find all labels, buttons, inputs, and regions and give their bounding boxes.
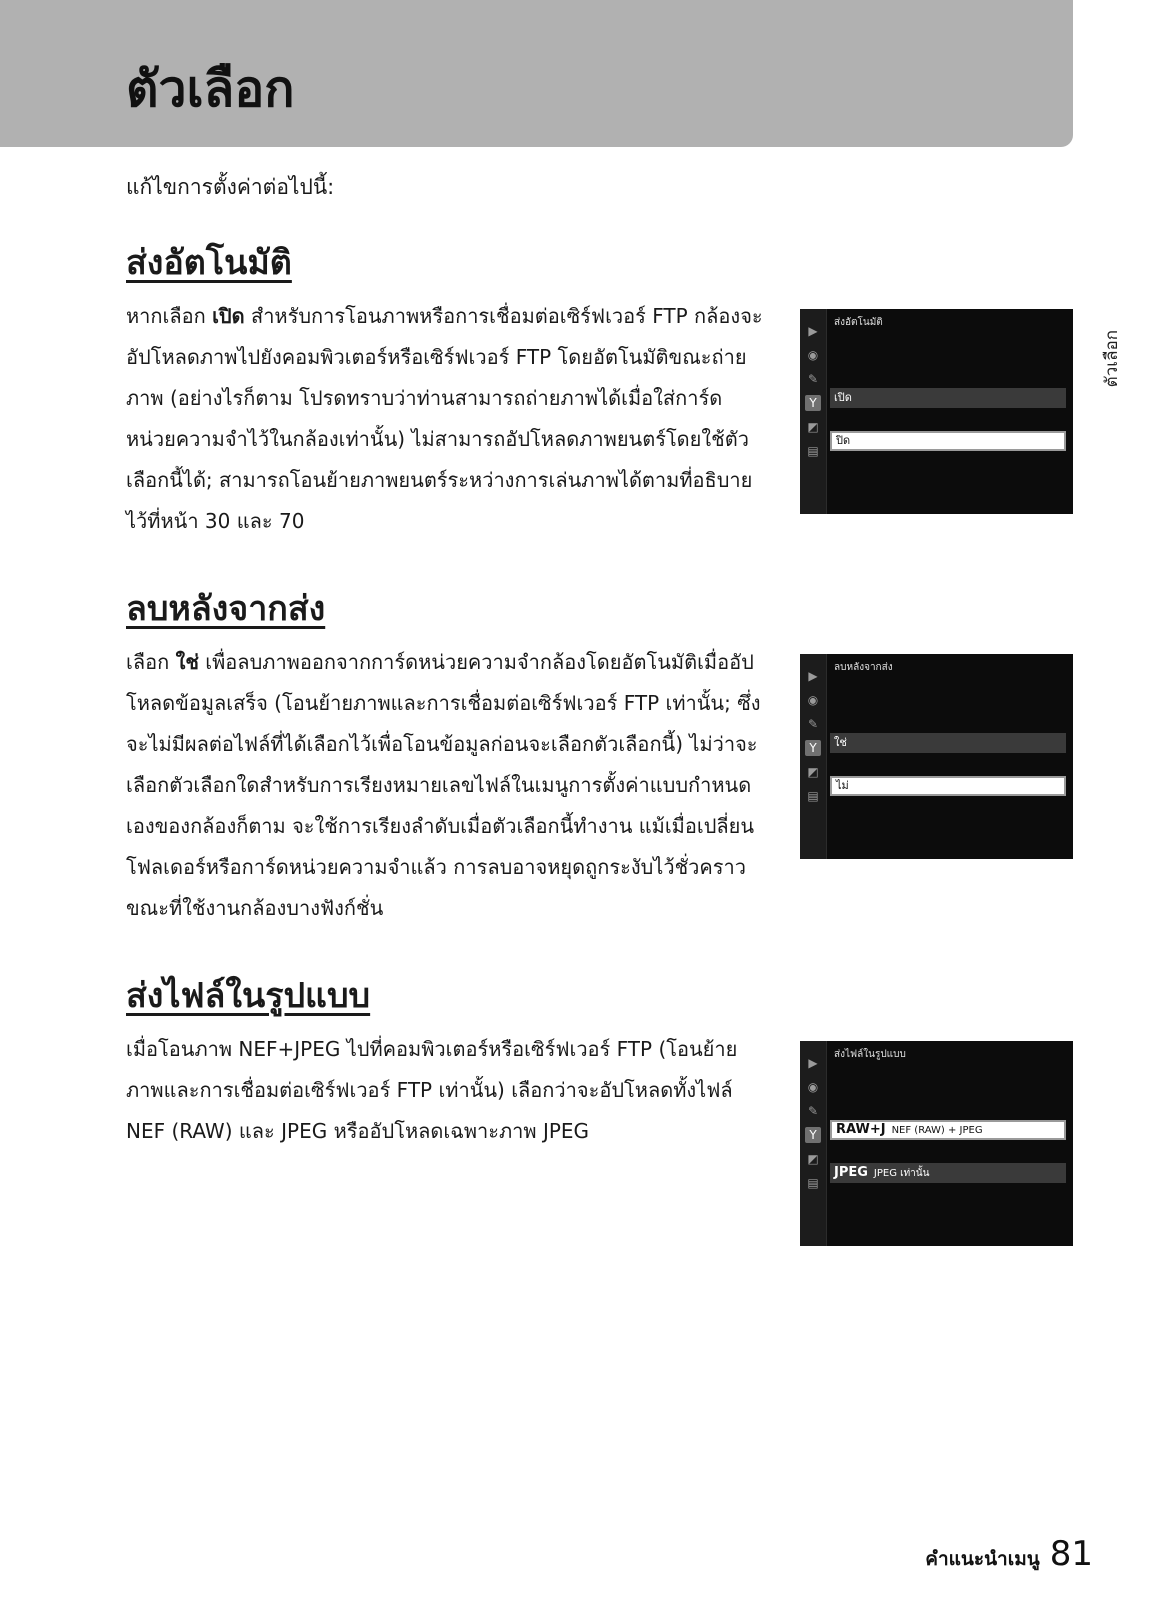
wrench-icon: Y [805,740,821,756]
page-number: 81 [1049,1534,1093,1574]
my-menu-icon: ▤ [807,444,819,458]
menu-rail [800,1041,827,1246]
playback-icon: ▶ [808,324,818,338]
side-tab-label: ตัวเลือก [1102,330,1122,388]
menu-option-yes[interactable]: ใช่ [830,733,1066,753]
section-body-send-file-as: เมื่อโอนภาพ NEF+JPEG ไปที่คอมพิวเตอร์หรือเซิร์ฟเวอร์ FTP (โอนย้ายภาพและการเชื่อมต่อเซิร์ฟเวอร์ FTP เท่านั้น) เลือกว่าจะอัปโหลดทั้งไฟล์ NEF (RAW) และ JPEG หรืออัปโหลดเฉพาะภาพ JPEG [126,1037,738,1143]
section-heading-delete-after-send: ลบหลังจากส่ง [126,589,326,629]
pencil-icon: ✎ [807,372,819,386]
page-title: ตัวเลือก [126,60,295,118]
my-menu-icon: ▤ [807,789,819,803]
retouch-icon: ◩ [807,1152,819,1166]
screen-title: ลบหลังจากส่ง [834,662,893,673]
section-heading-auto-send: ส่งอัตโนมัติ [126,243,292,283]
menu-option-no[interactable]: ไม่ [830,776,1066,796]
wrench-icon: Y [805,1127,821,1143]
camera-icon: ◉ [807,693,819,707]
screen-title: ส่งไฟล์ในรูปแบบ [834,1049,906,1060]
menu-option-jpeg-only[interactable]: JPEG JPEG เท่านั้น [830,1163,1066,1183]
section-body-delete-after-send: เลือก ใช่ เพื่อลบภาพออกจากการ์ดหน่วยความจำกล้องโดยอัตโนมัติเมื่ออัปโหลดข้อมูลเสร็จ (โอนย้ายภาพและการเชื่อมต่อเซิร์ฟเวอร์ FTP เท่านั้น; ซึ่งจะไม่มีผลต่อไฟล์ที่ได้เลือกไว้เพื่อโอนข้อมูลก่อนจะเลือกตัวเลือกนี้) ไม่ว่าจะเลือกตัวเลือกใดสำหรับการเรียงหมายเลขไฟล์ในเมนูการตั้งค่าแบบกำหนดเองของกล้องก็ตาม จะใช้การเรียงลำดับเมื่อตัวเลือกนี้ทำงาน แม้เมื่อเปลี่ยนโฟลเดอร์หรือการ์ดหน่วยความจำแล้ว การลบอาจหยุดถูกระงับไว้ชั่วคราวขณะที่ใช้งานกล้องบางฟังก์ชั่น [126,650,761,920]
wrench-icon: Y [805,395,821,411]
camera-icon: ◉ [807,348,819,362]
screen-title: ส่งอัตโนมัติ [834,317,883,328]
menu-option-raw-jpeg[interactable]: RAW+J NEF (RAW) + JPEG [830,1120,1066,1140]
camera-menu-screen-send-file-as [800,1041,1073,1246]
footer [925,1534,1093,1574]
menu-rail [800,654,827,859]
menu-rail [800,309,827,514]
menu-option-off[interactable]: ปิด [830,431,1066,451]
retouch-icon: ◩ [807,765,819,779]
retouch-icon: ◩ [807,420,819,434]
pencil-icon: ✎ [807,717,819,731]
playback-icon: ▶ [808,1056,818,1070]
camera-icon: ◉ [807,1080,819,1094]
footer-label: คำแนะนำเมนู [925,1548,1040,1570]
camera-menu-screen-auto-send [800,309,1073,514]
playback-icon: ▶ [808,669,818,683]
my-menu-icon: ▤ [807,1176,819,1190]
menu-option-on[interactable]: เปิด [830,388,1066,408]
camera-menu-screen-delete-after-send [800,654,1073,859]
section-body-auto-send: หากเลือก เปิด สำหรับการโอนภาพหรือการเชื่อมต่อเซิร์ฟเวอร์ FTP กล้องจะอัปโหลดภาพไปยังคอมพิวเตอร์หรือเซิร์ฟเวอร์ FTP โดยอัตโนมัติขณะถ่ายภาพ (อย่างไรก็ตาม โปรดทราบว่าท่านสามารถถ่ายภาพได้เมื่อใส่การ์ดหน่วยความจำไว้ในกล้องเท่านั้น) ไม่สามารถอัปโหลดภาพยนตร์โดยใช้ตัวเลือกนี้ได้; สามารถโอนย้ายภาพยนตร์ระหว่างการเล่นภาพได้ตามที่อธิบายไว้ที่หน้า 30 และ 70 [126,304,763,533]
intro-text: แก้ไขการตั้งค่าต่อไปนี้: [126,175,335,199]
pencil-icon: ✎ [807,1104,819,1118]
section-heading-send-file-as: ส่งไฟล์ในรูปแบบ [126,976,371,1016]
